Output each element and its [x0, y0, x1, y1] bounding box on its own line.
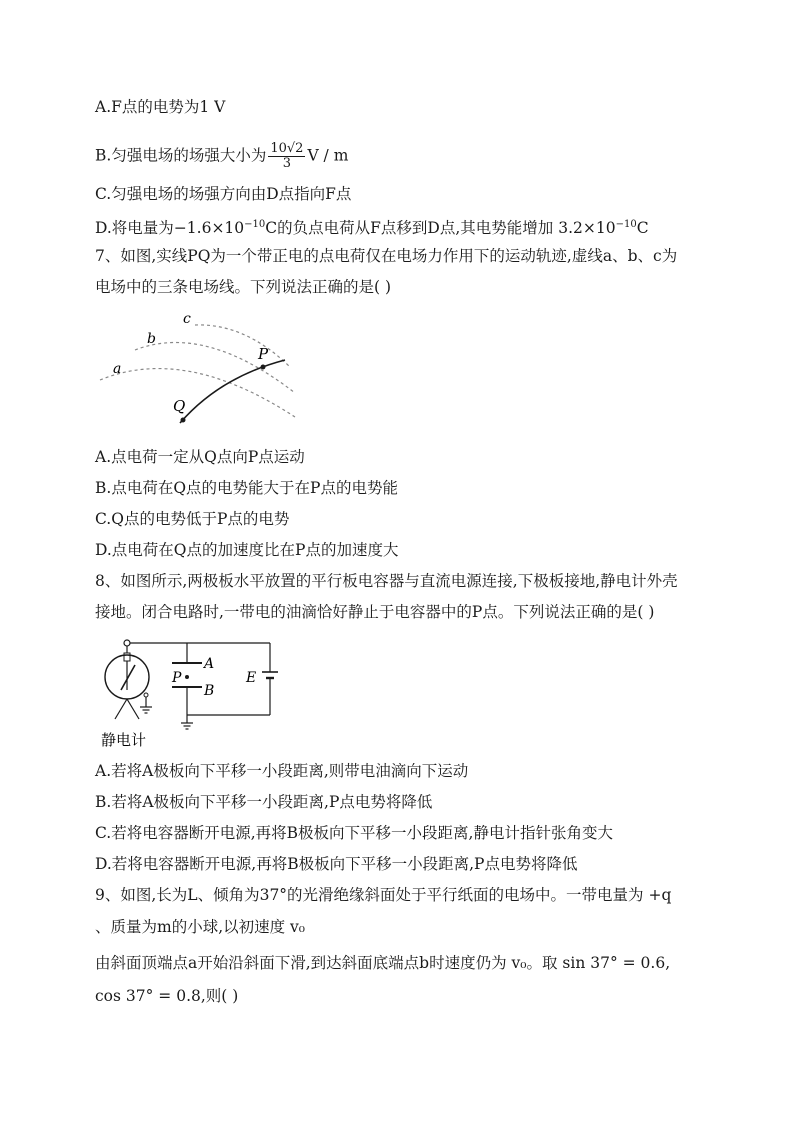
- q8-option-c: C.若将电容器断开电源,再将B极板向下平移一小段距离,静电计指针张角变大: [95, 824, 613, 842]
- q7-option-d: D.点电荷在Q点的加速度比在P点的加速度大: [95, 541, 399, 559]
- field-strength-fraction: [268, 142, 305, 171]
- field-strength-unit: V / m: [307, 146, 349, 165]
- q7-option-b: B.点电荷在Q点的电势能大于在P点的电势能: [95, 479, 398, 497]
- trajectory-pq: [180, 360, 285, 423]
- q6-option-b-text: B.匀强电场的场强大小为: [95, 146, 267, 165]
- q9-stem-line-1: 9、如图,长为L、倾角为37°的光滑绝缘斜面处于平行纸面的电场中。一带电量为 +q: [95, 886, 672, 904]
- oil-drop-p: [185, 675, 189, 679]
- label-a: a: [113, 361, 122, 377]
- q6-option-b: [95, 142, 348, 171]
- charge-value: −1.6×10: [173, 219, 245, 238]
- q8-option-d: D.若将电容器断开电源,再将B极板向下平移一小段距离,P点电势将降低: [95, 855, 578, 873]
- label-b: b: [147, 331, 156, 347]
- label-point-p: P: [172, 670, 182, 686]
- electroscope-needle: [121, 665, 135, 690]
- label-battery-e: E: [246, 670, 257, 686]
- q6-option-d-middle: C的负点电荷从F点移到D点,其电势能增加: [265, 219, 554, 238]
- q6-option-d: [95, 215, 649, 238]
- q8-option-b: B.若将A极板向下平移一小段距离,P点电势将降低: [95, 793, 433, 811]
- electroscope-terminal: [124, 640, 130, 646]
- label-c: c: [183, 311, 191, 327]
- field-line-b: [135, 342, 295, 393]
- energy-value: 3.2×10: [558, 219, 616, 238]
- energy-unit: C: [636, 219, 649, 238]
- q8-option-a: A.若将A极板向下平移一小段距离,则带电油滴向下运动: [95, 762, 469, 780]
- q6-option-d-prefix: D.将电量为: [95, 219, 174, 238]
- q8-stem-line-1: 8、如图所示,两极板水平放置的平行板电容器与直流电源连接,下极板接地,静电计外壳: [95, 572, 678, 590]
- q9-stem-line-2: 、质量为m的小球,以初速度 v₀: [95, 918, 306, 936]
- q6-option-a: A.F点的电势为1 V: [95, 98, 226, 116]
- field-line-c: [195, 325, 290, 367]
- label-q: Q: [173, 397, 186, 415]
- charge-exponent: −10: [244, 219, 266, 230]
- electroscope-caption: 静电计: [101, 731, 147, 749]
- label-plate-b: B: [204, 683, 215, 699]
- q7-option-c: C.Q点的电势低于P点的电势: [95, 510, 290, 528]
- q7-stem-line-2: 电场中的三条电场线。下列说法正确的是( ): [95, 278, 392, 296]
- q7-stem-line-1: 7、如图,实线PQ为一个带正电的点电荷仅在电场力作用下的运动轨迹,虚线a、b、c为: [95, 247, 678, 265]
- q7-field-line-figure: [95, 305, 305, 440]
- label-p: P: [258, 345, 269, 363]
- q7-option-a: A.点电荷一定从Q点向P点运动: [95, 448, 305, 466]
- fraction-numerator: 10√2: [270, 141, 304, 156]
- fraction-denominator: 3: [282, 156, 292, 171]
- q6-option-c: C.匀强电场的场强方向由D点指向F点: [95, 185, 352, 203]
- q9-stem-line-3: 由斜面顶端点a开始沿斜面下滑,到达斜面底端点b时速度仍为 v₀。取 sin 37° = 0.6,: [95, 954, 671, 972]
- q8-circuit-figure: [95, 635, 285, 753]
- energy-exponent: −10: [615, 219, 637, 230]
- label-plate-a: A: [204, 656, 215, 672]
- point-p: [261, 365, 266, 370]
- q8-stem-line-2: 接地。闭合电路时,一带电的油滴恰好静止于电容器中的P点。下列说法正确的是( ): [95, 603, 655, 621]
- q9-stem-line-4: cos 37° = 0.8,则( ): [95, 987, 239, 1005]
- field-line-a: [100, 369, 295, 417]
- point-q: [181, 418, 186, 423]
